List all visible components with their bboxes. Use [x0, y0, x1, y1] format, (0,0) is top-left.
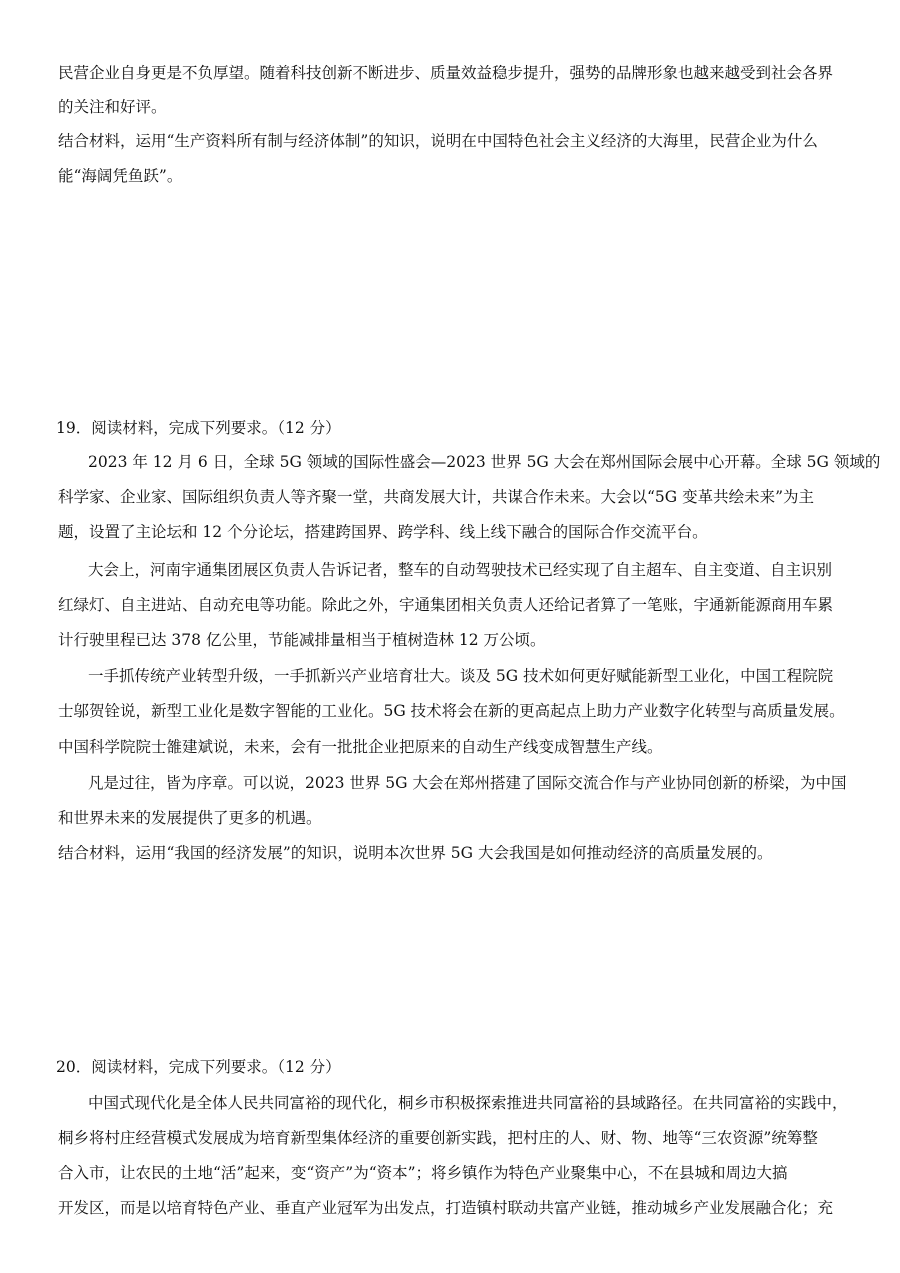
q20-heading: 20．阅读材料，完成下列要求。（12 分） — [56, 1058, 341, 1076]
q19-question: 结合材料，运用“我国的经济发展”的知识，说明本次世界 5G 大会我国是如何推动经济的高质量发展的。 — [58, 844, 773, 862]
q19-p4-line-1: 凡是过往，皆为序章。可以说，2023 世界 5G 大会在郑州搭建了国际交流合作与产业协同创新的桥梁，为中国 — [88, 774, 847, 792]
q20-p1-line-3: 合入市，让农民的土地“活”起来，变“资产”为“资本”；将乡镇作为特色产业聚集中心，不在县城和周边大搞 — [58, 1164, 788, 1182]
q19-p2-line-2: 红绿灯、自主进站、自动充电等功能。除此之外，宇通集团相关负责人还给记者算了一笔账，宇通新能源商用车累 — [58, 596, 834, 614]
q19-p3-line-2: 士邬贺铨说，新型工业化是数字智能的工业化。5G 技术将会在新的更高起点上助力产业数字化转型与高质量发展。 — [58, 702, 845, 720]
q19-p1-line-1: 2023 年 12 月 6 日，全球 5G 领域的国际性盛会—2023 世界 5G 大会在郑州国际会展中心开幕。全球 5G 领域的 — [88, 453, 881, 471]
q19-p2-line-1: 大会上，河南宇通集团展区负责人告诉记者，整车的自动驾驶技术已经实现了自主超车、自主变道、自主识别 — [88, 561, 833, 579]
q19-p2-line-3: 计行驶里程已达 378 亿公里，节能减排量相当于植树造林 12 万公顷。 — [58, 631, 546, 649]
q19-p3-line-3: 中国科学院院士雒建斌说，未来，会有一批批企业把原来的自动生产线变成智慧生产线。 — [58, 738, 663, 756]
q20-p1-line-2: 桐乡将村庄经营模式发展成为培育新型集体经济的重要创新实践，把村庄的人、财、物、地等“三农资源”统筹整 — [58, 1129, 818, 1147]
q19-p1-line-2: 科学家、企业家、国际组织负责人等齐聚一堂，共商发展大计，共谋合作未来。大会以“5G 变革共绘未来”为主 — [58, 488, 815, 506]
q19-p1-line-3: 题，设置了主论坛和 12 个分论坛，搭建跨国界、跨学科、线上线下融合的国际合作交流平台。 — [58, 523, 708, 541]
q18-line-1: 民营企业自身更是不负厚望。随着科技创新不断进步、质量效益稳步提升，强势的品牌形象也越来越受到社会各界 — [58, 64, 834, 82]
q18-question-line-1: 结合材料，运用“生产资料所有制与经济体制”的知识，说明在中国特色社会主义经济的大海里，民营企业为什么 — [58, 132, 818, 150]
q19-heading: 19．阅读材料，完成下列要求。（12 分） — [56, 419, 341, 437]
q18-line-2: 的关注和好评。 — [58, 98, 167, 116]
q19-p4-line-2: 和世界未来的发展提供了更多的机遇。 — [58, 809, 322, 827]
q19-p3-line-1: 一手抓传统产业转型升级，一手抓新兴产业培育壮大。谈及 5G 技术如何更好赋能新型工业化，中国工程院院 — [88, 667, 834, 685]
q20-p1-line-4: 开发区，而是以培育特色产业、垂直产业冠军为出发点，打造镇村联动共富产业链，推动城乡产业发展融合化；充 — [58, 1199, 834, 1217]
q20-p1-line-1: 中国式现代化是全体人民共同富裕的现代化，桐乡市积极探索推进共同富裕的县域路径。在共同富裕的实践中， — [88, 1094, 848, 1112]
q18-question-line-2: 能“海阔凭鱼跃”。 — [58, 167, 183, 185]
